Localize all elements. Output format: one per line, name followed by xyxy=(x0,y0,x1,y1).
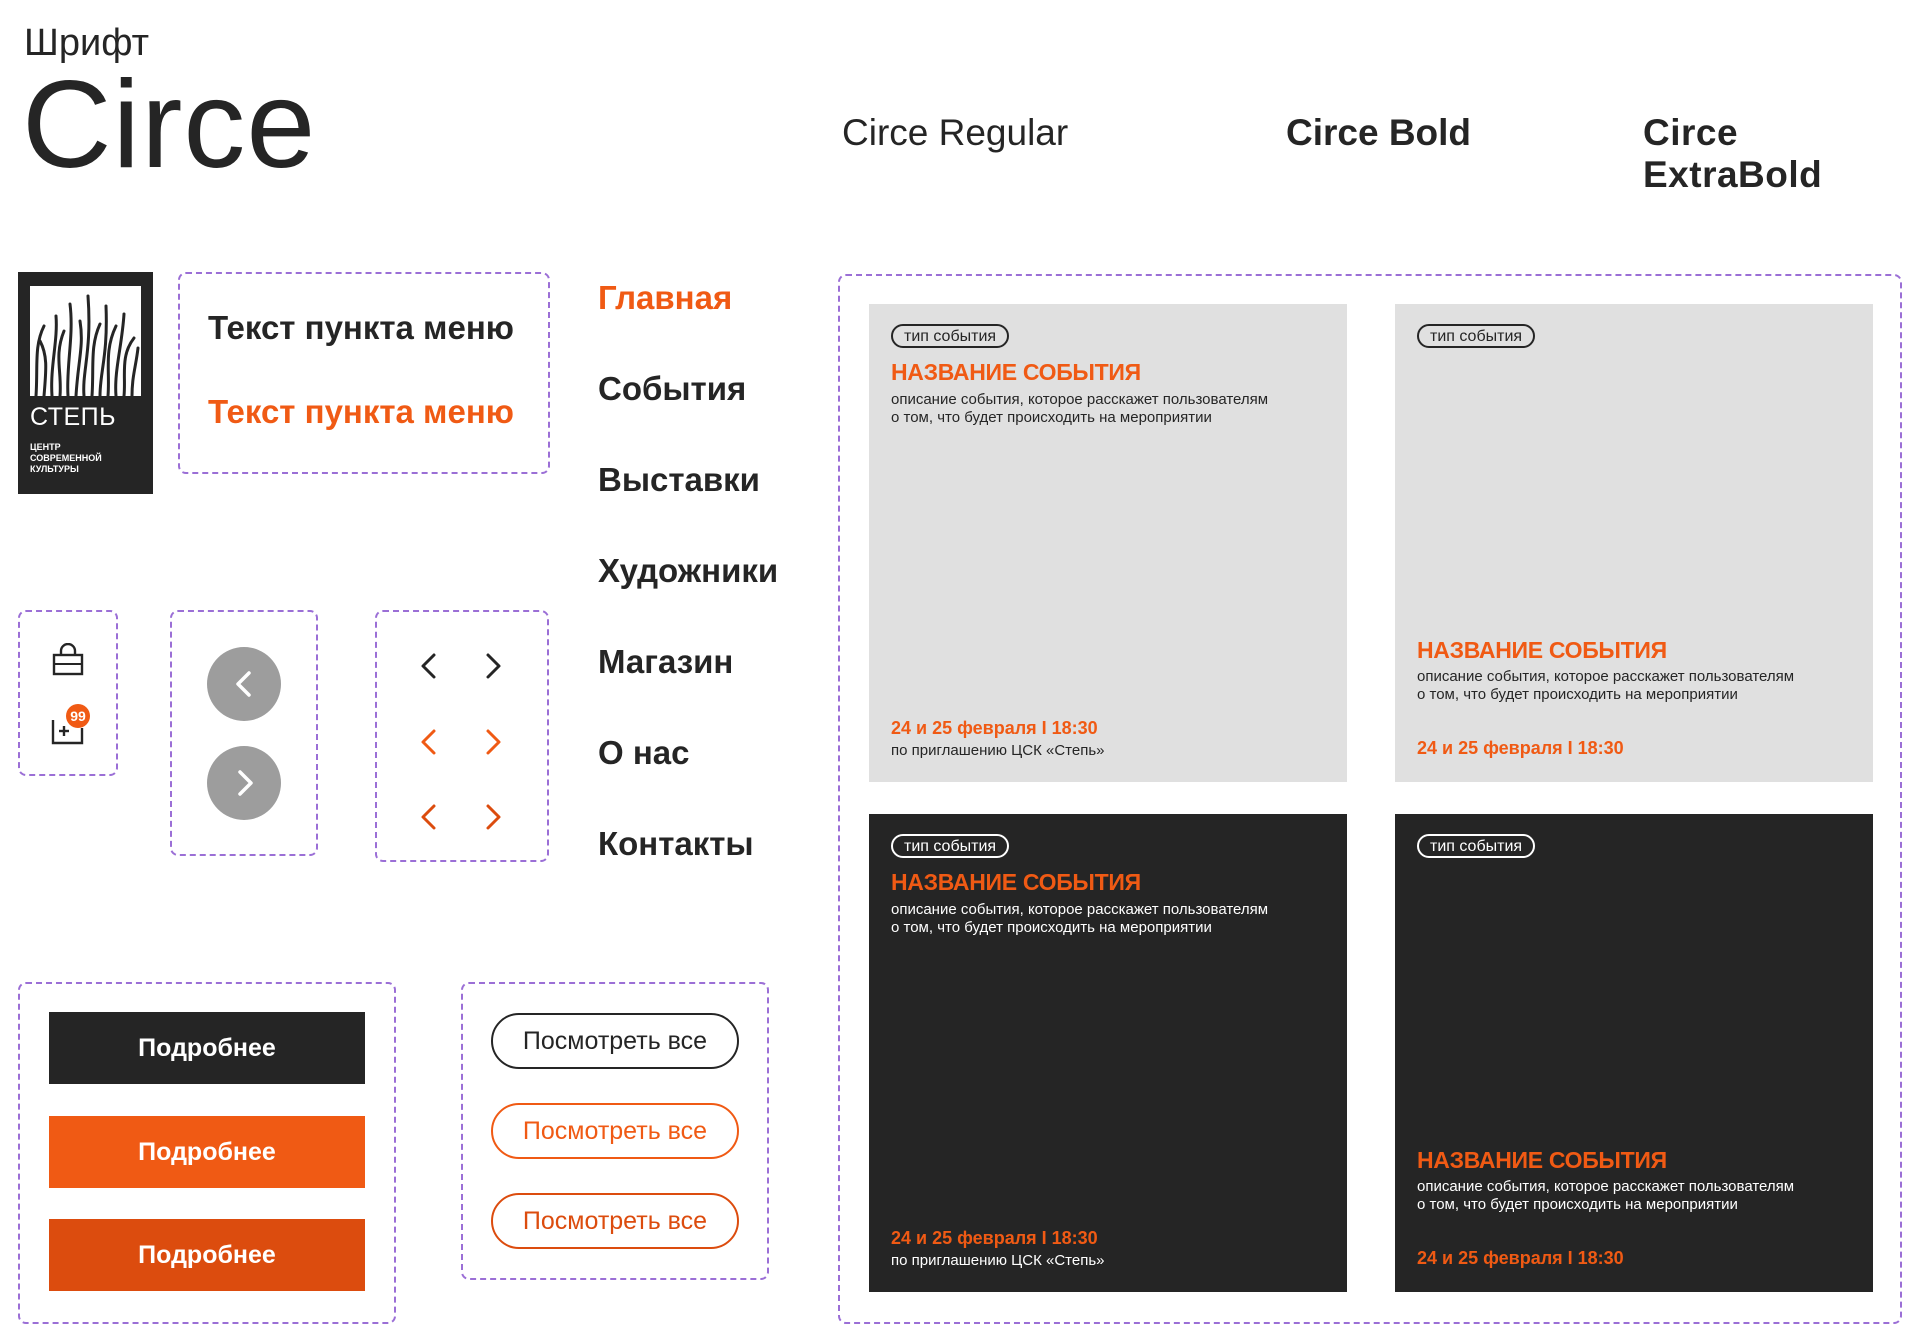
weight-regular: Circe Regular xyxy=(842,112,1069,153)
event-type-chip: тип события xyxy=(1417,324,1535,348)
shopping-bag-icon[interactable] xyxy=(50,643,86,677)
nav-item-events[interactable]: События xyxy=(598,370,747,407)
logo-title: СТЕПЬ xyxy=(30,403,117,431)
event-date: 24 и 25 февраля I 18:30 xyxy=(891,718,1098,738)
event-description: описание события, которое расскажет пользователям о том, что будет происходить на мероприятии xyxy=(891,901,1269,936)
font-name: Circe xyxy=(22,56,317,194)
event-card[interactable] xyxy=(1395,814,1873,1292)
chevron-left-icon xyxy=(207,647,281,721)
view-all-button-orange-hover[interactable]: Посмотреть все xyxy=(491,1193,739,1249)
event-description: описание события, которое расскажет пользователям о том, что будет происходить на мероприятии xyxy=(1417,668,1795,703)
event-card[interactable] xyxy=(869,814,1347,1292)
grass-logo-icon xyxy=(30,286,141,396)
small-arrows-box xyxy=(375,610,549,862)
event-description: описание события, которое расскажет пользователям о том, что будет происходить на мероприятии xyxy=(1417,1178,1795,1213)
chevron-left-icon[interactable] xyxy=(414,650,446,682)
font-caption: Шрифт xyxy=(24,22,150,64)
event-type-chip: тип события xyxy=(1417,834,1535,858)
nav-item-artists[interactable]: Художники xyxy=(598,552,779,589)
event-title: НАЗВАНИЕ СОБЫТИЯ xyxy=(891,359,1141,385)
event-title: НАЗВАНИЕ СОБЫТИЯ xyxy=(891,869,1141,895)
event-description: описание события, которое расскажет пользователям о том, что будет происходить на мероприятии xyxy=(891,391,1269,426)
weight-extrabold: Circe ExtraBold xyxy=(1643,112,1823,195)
more-button-dark[interactable]: Подробнее xyxy=(49,1012,365,1084)
event-date: 24 и 25 февраля I 18:30 xyxy=(1417,1248,1624,1268)
chevron-right-icon xyxy=(207,746,281,820)
more-button-orange[interactable]: Подробнее xyxy=(49,1116,365,1188)
event-type-chip: тип события xyxy=(891,834,1009,858)
menu-item-default[interactable]: Текст пункта меню xyxy=(208,309,514,346)
cart-badge: 99 xyxy=(66,704,90,728)
event-card[interactable] xyxy=(1395,304,1873,782)
chevron-right-icon[interactable] xyxy=(476,650,508,682)
logo xyxy=(18,272,153,494)
event-type-chip: тип события xyxy=(891,324,1009,348)
view-all-button-orange[interactable]: Посмотреть все xyxy=(491,1103,739,1159)
nav-item-shop[interactable]: Магазин xyxy=(598,643,734,680)
shop-icons-box xyxy=(18,610,118,776)
event-date: 24 и 25 февраля I 18:30 xyxy=(891,1228,1098,1248)
menu-item-active[interactable]: Текст пункта меню xyxy=(208,393,514,430)
event-title: НАЗВАНИЕ СОБЫТИЯ xyxy=(1417,637,1667,663)
event-organizer: по приглашению ЦСК «Степь» xyxy=(891,742,1105,759)
event-date: 24 и 25 февраля I 18:30 xyxy=(1417,738,1624,758)
chevron-right-icon[interactable] xyxy=(476,726,508,758)
event-card[interactable] xyxy=(869,304,1347,782)
nav-item-contacts[interactable]: Контакты xyxy=(598,825,754,862)
chevron-left-icon[interactable] xyxy=(414,726,446,758)
more-button-orange-hover[interactable]: Подробнее xyxy=(49,1219,365,1291)
view-all-button-dark[interactable]: Посмотреть все xyxy=(491,1013,739,1069)
chevron-right-icon[interactable] xyxy=(476,801,508,833)
chevron-left-icon[interactable] xyxy=(414,801,446,833)
nav-item-exhibitions[interactable]: Выставки xyxy=(598,461,760,498)
event-organizer: по приглашению ЦСК «Степь» xyxy=(891,1252,1105,1269)
nav-item-about[interactable]: О нас xyxy=(598,734,690,771)
nav-item-home[interactable]: Главная xyxy=(598,279,733,316)
next-round-button[interactable] xyxy=(207,746,281,820)
event-title: НАЗВАНИЕ СОБЫТИЯ xyxy=(1417,1147,1667,1173)
menu-states-box xyxy=(178,272,550,474)
prev-round-button[interactable] xyxy=(207,647,281,721)
weight-bold: Circe Bold xyxy=(1286,112,1472,153)
logo-subtitle: ЦЕНТР СОВРЕМЕННОЙ КУЛЬТУРЫ xyxy=(30,442,102,474)
